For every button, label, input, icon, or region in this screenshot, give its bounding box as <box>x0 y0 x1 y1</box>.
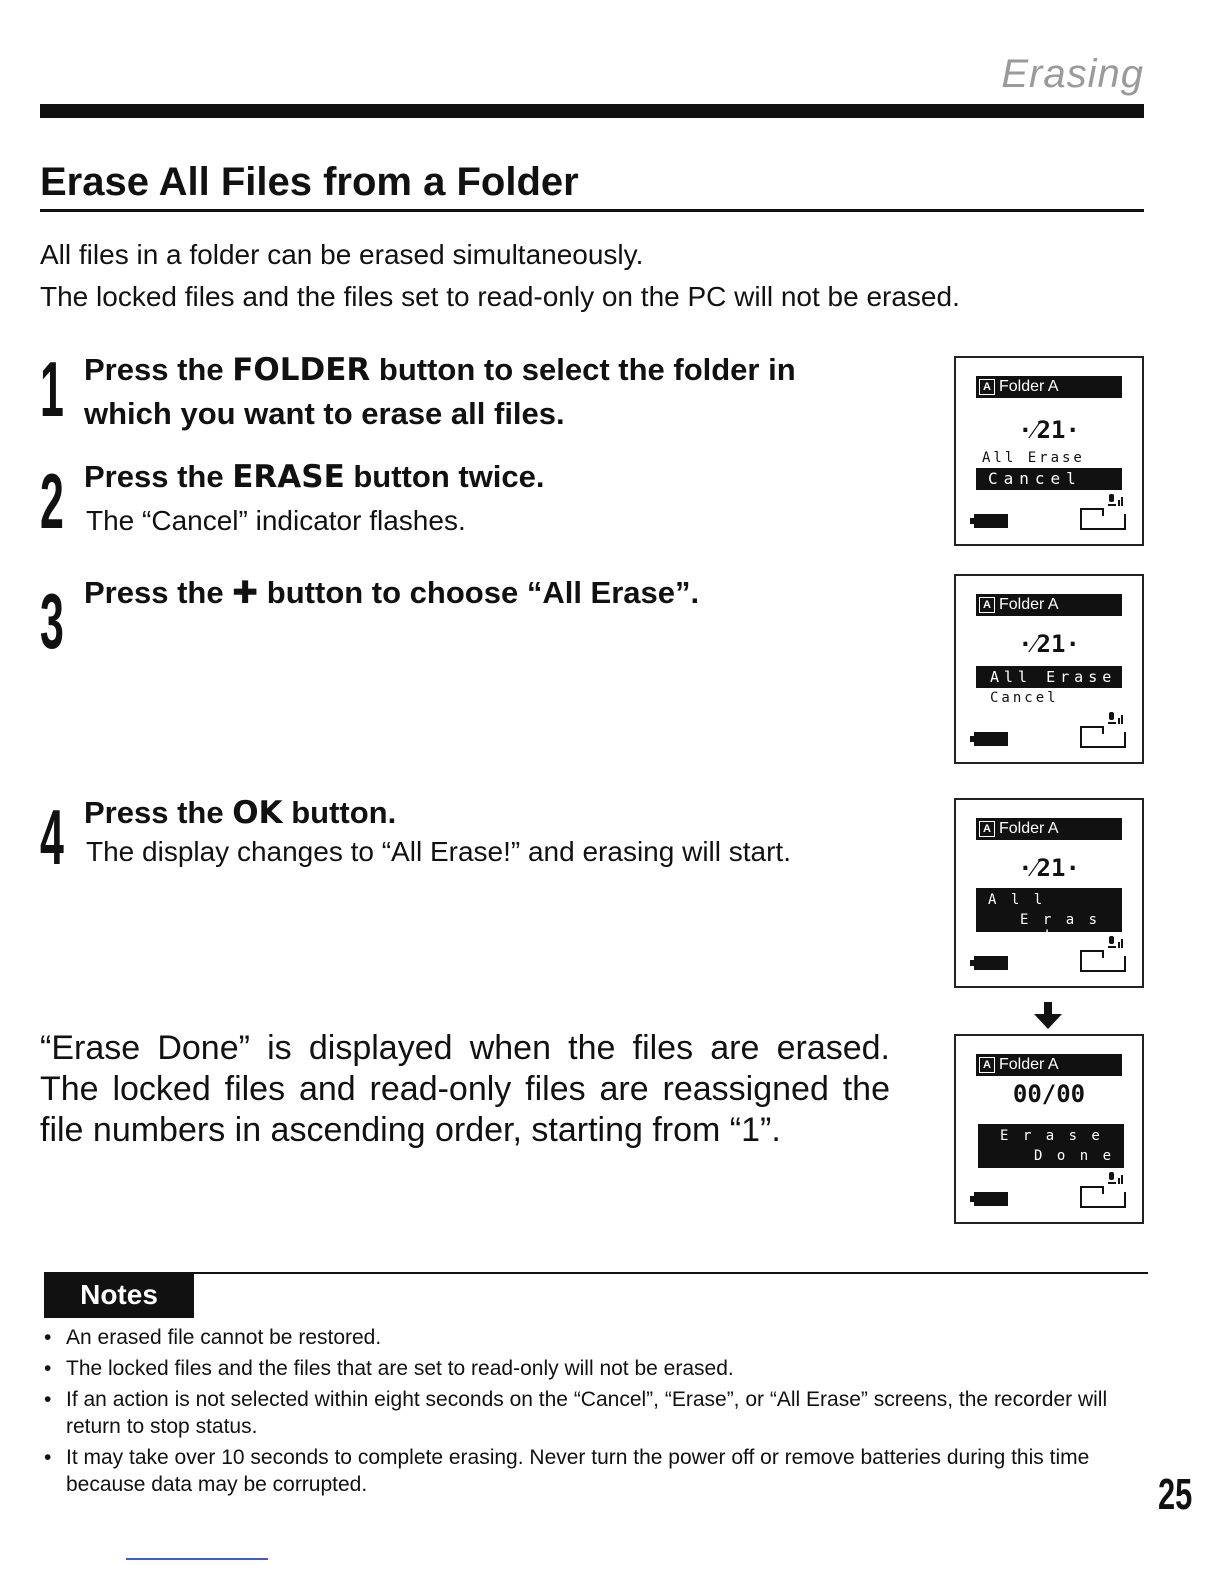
folder-icon: A <box>979 379 995 395</box>
keyword-erase: ERASE <box>232 459 345 495</box>
step-3-text: Press the ✚ button to choose “All Erase”. <box>84 575 700 611</box>
step-number-2: 2 <box>40 457 64 545</box>
highlight-option: All Erase <box>976 666 1122 688</box>
step-1-line-2: which you want to erase all files. <box>84 396 565 431</box>
step-4-sub: The display changes to “All Erase!” and erasing will start. <box>86 836 791 867</box>
note-item: • If an action is not selected within eight seconds on the “Cancel”, “Erase”, or “All Erase” screens, the recorder will return to stop status. <box>44 1386 1148 1440</box>
intro-line-1: All files in a folder can be erased simultaneously. <box>40 239 644 270</box>
plus-icon: ✚ <box>232 575 259 611</box>
ghost-text: All Erase <box>982 450 1085 466</box>
memory-card-icon <box>1080 514 1126 530</box>
status-message: E r a s e D o n e <box>978 1124 1124 1168</box>
highlight-option: Cancel <box>976 468 1122 490</box>
folder-icon: A <box>979 1057 995 1073</box>
folder-bar: A Folder A <box>976 818 1122 840</box>
title-underline <box>40 209 1144 212</box>
step-2-sub: The “Cancel” indicator flashes. <box>86 505 466 536</box>
section-label: Erasing <box>1001 52 1144 96</box>
folder-bar: A Folder A <box>976 594 1122 616</box>
memory-card-icon <box>1080 732 1126 748</box>
lcd-screen-cancel <box>954 356 1144 546</box>
lcd-screen-all-erase <box>954 574 1144 764</box>
file-number: 00/00 <box>1012 1080 1086 1108</box>
mic-icon <box>1106 1170 1126 1186</box>
erase-done-text: “Erase Done” is displayed when the files are erased. The locked files and read-only files are reassigned the file numbers in ascending order, starting from “1”. <box>40 1029 890 1149</box>
step-number-1: 1 <box>40 345 64 433</box>
mic-icon <box>1106 492 1126 508</box>
battery-icon <box>974 732 1008 746</box>
notes-rule <box>44 1272 1148 1274</box>
folder-bar: A Folder A <box>976 376 1122 398</box>
page-title: Erase All Files from a Folder <box>40 160 579 204</box>
mic-icon <box>1106 710 1126 726</box>
arrow-down-icon <box>1030 1000 1066 1030</box>
intro-text <box>40 234 960 318</box>
battery-icon <box>974 1192 1008 1206</box>
mic-icon <box>1106 934 1126 950</box>
note-item: • The locked files and the files that are set to read-only will not be erased. <box>44 1355 1148 1382</box>
battery-icon <box>974 514 1008 528</box>
page-number: 25 <box>1158 1470 1193 1519</box>
status-message: A l l E r a s e ! <box>976 888 1122 932</box>
step-4-text: Press the OK button. <box>84 795 397 831</box>
step-1-text: Press the FOLDER button to select the folder in which you want to erase all files. <box>84 352 796 431</box>
file-number: ·⁄21· <box>1018 630 1080 658</box>
keyword-ok: OK <box>232 795 283 831</box>
intro-line-2: The locked files and the files set to read-only on the PC will not be erased. <box>40 281 960 312</box>
notes-heading: Notes <box>44 1272 194 1318</box>
notes-list <box>44 1324 1148 1502</box>
battery-icon <box>974 956 1008 970</box>
file-number: ·⁄21· <box>1018 854 1080 882</box>
step-number-3: 3 <box>40 577 64 665</box>
lcd-screen-all-erase-start <box>954 798 1144 988</box>
step-number-4: 4 <box>40 793 64 881</box>
folder-icon: A <box>979 821 995 837</box>
step-2-text: Press the ERASE button twice. <box>84 459 545 495</box>
ghost-text: Cancel <box>990 690 1059 706</box>
memory-card-icon <box>1080 1192 1126 1208</box>
file-number: ·⁄21· <box>1018 416 1080 444</box>
keyword-folder: FOLDER <box>232 352 371 388</box>
memory-card-icon <box>1080 956 1126 972</box>
note-item: • An erased file cannot be restored. <box>44 1324 1148 1351</box>
footer-line <box>126 1558 268 1560</box>
note-item: • It may take over 10 seconds to complete erasing. Never turn the power off or remove batteries during this time because data may be corrupted. <box>44 1444 1148 1498</box>
folder-icon: A <box>979 597 995 613</box>
folder-bar: A Folder A <box>976 1054 1122 1076</box>
header-bar <box>40 104 1144 118</box>
lcd-screen-erase-done <box>954 1034 1144 1224</box>
